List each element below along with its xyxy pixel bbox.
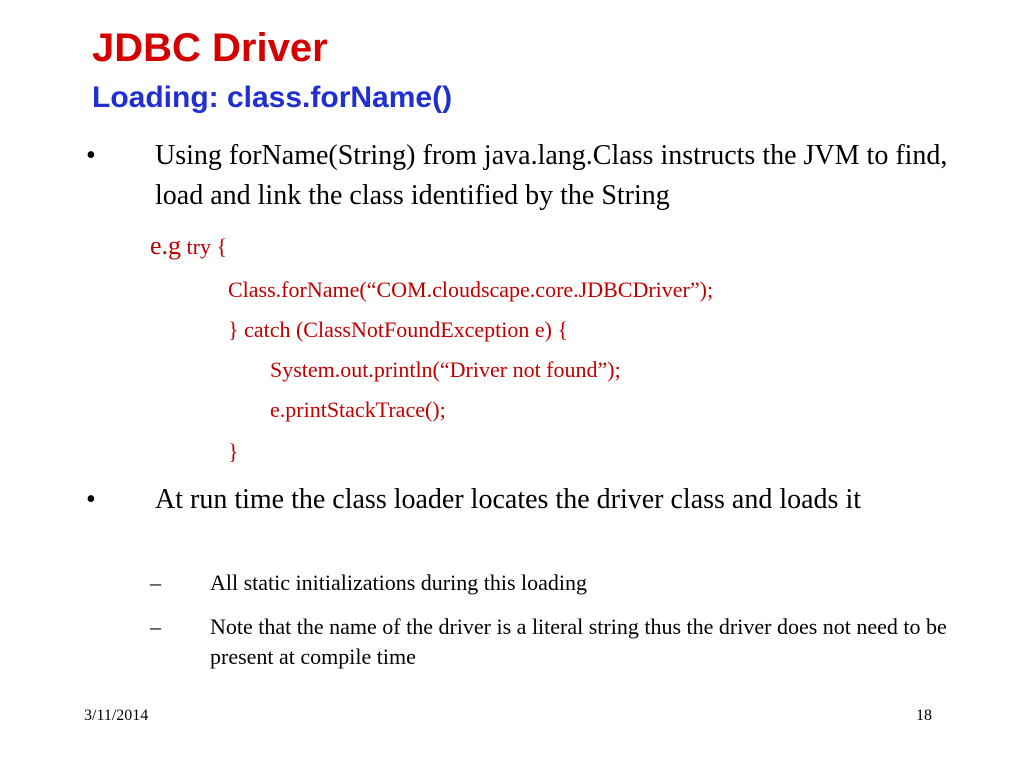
code-example-prefix: e.g [150,231,182,260]
code-line: e.printStackTrace(); [270,397,446,422]
slide-subtitle: Loading: class.forName() [92,81,453,114]
code-line: System.out.println(“Driver not found”); [270,357,621,382]
code-line: try { [181,234,228,259]
code-line: } [228,439,239,464]
bullet-text: At run time the class loader locates the driver class and loads it [155,484,862,515]
footer-date: 3/11/2014 [84,707,149,724]
sub-bullet-marker: – [150,570,161,595]
slide-number: 18 [916,707,932,724]
code-line: Class.forName(“COM.cloudscape.core.JDBCDriver”); [228,277,714,302]
code-line: } catch (ClassNotFoundException e) { [228,317,569,342]
bullet-marker: • [86,484,96,515]
sub-bullet-text: All static initializations during this loading [210,570,588,595]
sub-bullet-text: Note that the name of the driver is a literal string thus the driver does not need to be present at compile time [210,614,947,669]
bullet-text: Using forName(String) from java.lang.Class instructs the JVM to find, load and link the class identified by the String [155,140,948,211]
slide-title: JDBC Driver [92,26,328,70]
bullet-marker: • [86,140,96,171]
sub-bullet-marker: – [150,614,161,639]
code-example-start [150,226,227,267]
